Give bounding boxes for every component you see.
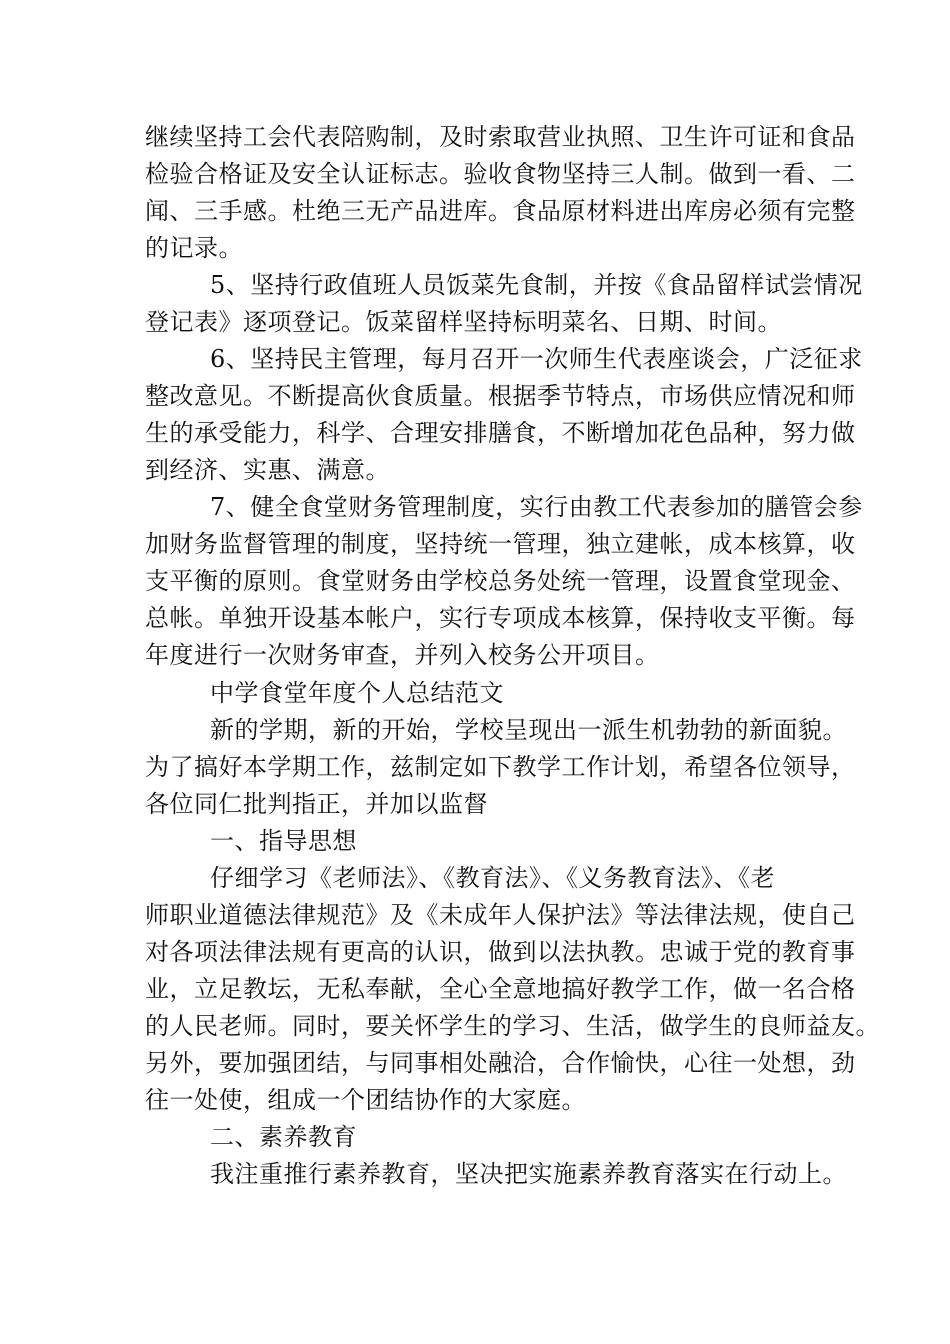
paragraph-line: 继续坚持工会代表陪购制，及时索取营业执照、卫生许可证和食品: [145, 123, 856, 151]
paragraph-line: 年度进行一次财务审查，并列入校务公开项目。: [145, 641, 660, 669]
paragraph-line: 闻、三手感。杜绝三无产品进库。食品原材料进出库房必须有完整: [145, 197, 856, 225]
paragraph-line: 的人民老师。同时，要关怀学生的学习、生活，做学生的良师益友。: [145, 1012, 880, 1040]
list-item-6: 6、坚持民主管理，每月召开一次师生代表座谈会，广泛征求: [210, 345, 863, 373]
heading-quality-education: 二、素养教育: [210, 1123, 357, 1151]
paragraph-line: 生的承受能力，科学、合理安排膳食，不断增加花色品种，努力做: [145, 419, 856, 447]
paragraph-line: 登记表》逐项登记。饭菜留样坚持标明菜名、日期、时间。: [145, 308, 782, 336]
paragraph-line: 我注重推行素养教育，坚决把实施素养教育落实在行动上。: [210, 1160, 847, 1188]
paragraph-line: 检验合格证及安全认证标志。验收食物坚持三人制。做到一看、二: [145, 160, 856, 188]
paragraph-line: 新的学期，新的开始，学校呈现出一派生机勃勃的新面貌。: [210, 716, 847, 744]
paragraph-line: 支平衡的原则。食堂财务由学校总务处统一管理，设置食堂现金、: [145, 567, 856, 595]
section-title: 中学食堂年度个人总结范文: [210, 679, 504, 707]
paragraph-line: 到经济、实惠、满意。: [145, 456, 390, 484]
paragraph-line: 师职业道德法律规范》及《未成年人保护法》等法律法规，使自己: [145, 901, 856, 929]
paragraph-line: 业，立足教坛，无私奉献，全心全意地搞好教学工作，做一名合格: [145, 975, 856, 1003]
paragraph-line: 各位同仁批判指正，并加以监督: [145, 790, 488, 818]
paragraph-line: 仔细学习《老师法》、《教育法》、《义务教育法》、《老: [210, 864, 775, 892]
paragraph-line: 对各项法律法规有更高的认识，做到以法执教。忠诚于党的教育事: [145, 938, 856, 966]
paragraph-line: 往一处使，组成一个团结协作的大家庭。: [145, 1086, 586, 1114]
paragraph-line: 的记录。: [145, 234, 243, 262]
list-item-7: 7、健全食堂财务管理制度，实行由教工代表参加的膳管会参: [210, 493, 863, 521]
list-item-5: 5、坚持行政值班人员饭菜先食制，并按《食品留样试尝情况: [210, 271, 863, 299]
paragraph-line: 总帐。单独开设基本帐户，实行专项成本核算，保持收支平衡。每: [145, 604, 856, 632]
paragraph-line: 整改意见。不断提高伙食质量。根据季节特点，市场供应情况和师: [145, 382, 856, 410]
paragraph-line: 另外，要加强团结，与同事相处融洽，合作愉快，心往一处想，劲: [145, 1049, 856, 1077]
paragraph-line: 为了搞好本学期工作，兹制定如下教学工作计划，希望各位领导，: [145, 753, 856, 781]
paragraph-line: 加财务监督管理的制度，坚持统一管理，独立建帐，成本核算，收: [145, 530, 856, 558]
heading-guiding-thought: 一、指导思想: [210, 827, 357, 855]
